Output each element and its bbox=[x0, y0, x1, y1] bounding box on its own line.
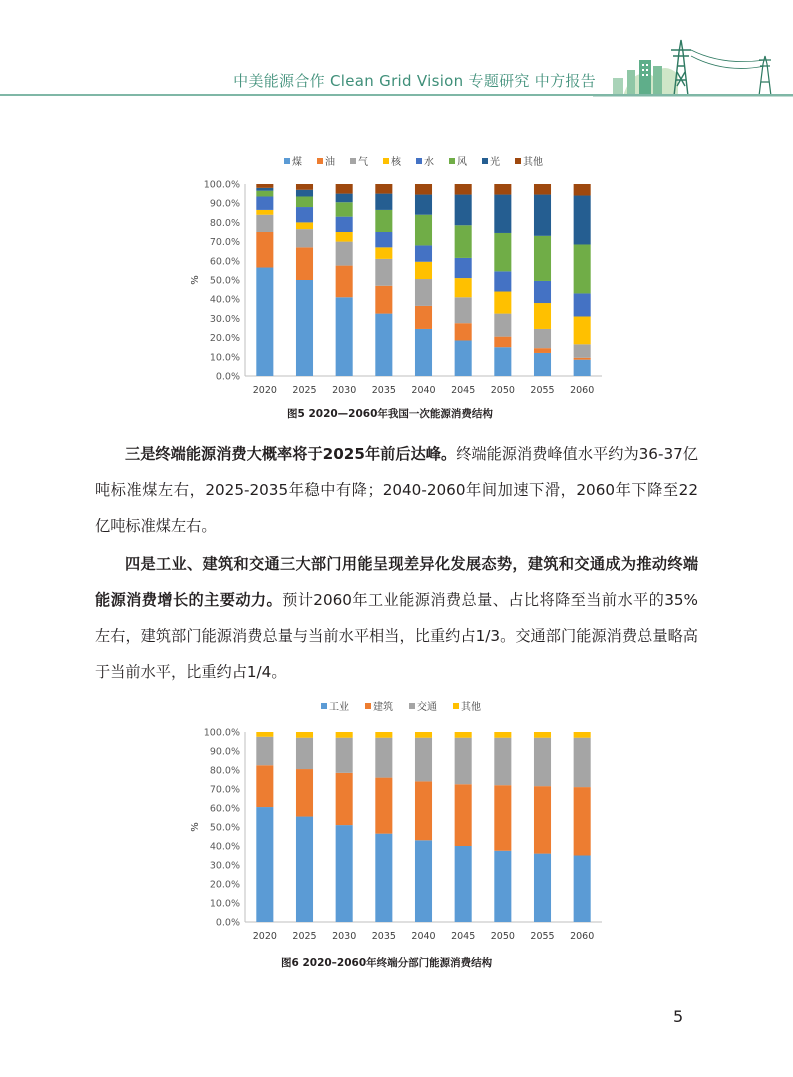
bar-segment bbox=[494, 785, 511, 851]
bar-segment bbox=[574, 344, 591, 357]
bar-segment bbox=[415, 184, 432, 195]
bar-segment bbox=[296, 247, 313, 280]
bar-segment bbox=[375, 314, 392, 376]
y-tick-label: 60.0% bbox=[209, 256, 240, 268]
bar-segment bbox=[534, 195, 551, 236]
bar-segment bbox=[336, 217, 353, 232]
bar-segment bbox=[494, 732, 511, 738]
paragraph-sectors-text: 预计2060年工业能源消费总量、占比将降至当前水平的35%左右，建筑部门能源消费总量与当前水平相当，比重约占1/3。交通部门能源消费总量略高于当前水平，比重约占1/4。 bbox=[95, 591, 698, 681]
bar-segment bbox=[336, 184, 353, 194]
bar-segment bbox=[574, 856, 591, 923]
bar-segment bbox=[534, 732, 551, 738]
bar-segment bbox=[336, 773, 353, 825]
legend-swatch bbox=[321, 703, 327, 709]
bar-segment bbox=[256, 807, 273, 922]
header-title: 中美能源合作 Clean Grid Vision 专题研究 中方报告 bbox=[233, 72, 596, 90]
bar-segment bbox=[494, 738, 511, 786]
bar-segment bbox=[415, 738, 432, 782]
y-tick-label: 30.0% bbox=[209, 860, 240, 872]
bar-segment bbox=[534, 353, 551, 376]
bar-segment bbox=[574, 316, 591, 344]
x-tick-label: 2020 bbox=[252, 385, 277, 396]
y-axis-label: % bbox=[190, 275, 201, 285]
legend-swatch bbox=[284, 158, 290, 164]
bar-segment bbox=[534, 738, 551, 786]
bar-segment bbox=[375, 232, 392, 247]
y-tick-label: 80.0% bbox=[209, 217, 240, 229]
legend-label: 核 bbox=[391, 157, 401, 168]
bar-segment bbox=[296, 184, 313, 190]
bar-segment bbox=[336, 202, 353, 216]
bar-segment bbox=[455, 738, 472, 785]
x-tick-label: 2040 bbox=[411, 385, 436, 396]
legend-label: 煤 bbox=[292, 157, 302, 168]
bar-segment bbox=[494, 184, 511, 195]
bar-segment bbox=[375, 286, 392, 314]
bar-segment bbox=[375, 210, 392, 232]
figure-caption: 图6 2020–2060年终端分部门能源消费结构 bbox=[281, 957, 493, 969]
y-tick-label: 50.0% bbox=[209, 822, 240, 834]
bar-segment bbox=[455, 195, 472, 226]
bar-segment bbox=[534, 786, 551, 853]
bar-segment bbox=[574, 358, 591, 360]
bar-segment bbox=[415, 195, 432, 215]
bar-segment bbox=[375, 259, 392, 286]
y-tick-label: 0.0% bbox=[215, 917, 240, 929]
bar-segment bbox=[494, 347, 511, 376]
bar-segment bbox=[534, 348, 551, 353]
legend-swatch bbox=[383, 158, 389, 164]
x-tick-label: 2035 bbox=[371, 931, 396, 942]
bar-segment bbox=[415, 781, 432, 840]
bar-segment bbox=[336, 732, 353, 738]
bar-segment bbox=[455, 278, 472, 297]
bar-segment bbox=[574, 360, 591, 376]
bar-segment bbox=[415, 279, 432, 306]
bar-segment bbox=[256, 765, 273, 807]
bar-segment bbox=[256, 737, 273, 766]
legend-swatch bbox=[515, 158, 521, 164]
bar-segment bbox=[494, 292, 511, 314]
bar-segment bbox=[296, 817, 313, 922]
page-number: 5 bbox=[673, 1007, 684, 1026]
bar-segment bbox=[574, 738, 591, 787]
bar-segment bbox=[574, 244, 591, 293]
figure-caption: 图5 2020—2060年我国一次能源消费结构 bbox=[287, 408, 493, 420]
bar-segment bbox=[256, 210, 273, 215]
x-tick-label: 2060 bbox=[570, 385, 595, 396]
bar-segment bbox=[534, 329, 551, 348]
y-tick-label: 20.0% bbox=[209, 333, 240, 345]
y-tick-label: 10.0% bbox=[209, 352, 240, 364]
bar-segment bbox=[375, 778, 392, 834]
bar-segment bbox=[494, 314, 511, 337]
legend-label: 风 bbox=[457, 157, 467, 168]
bar-segment bbox=[455, 297, 472, 323]
bar-segment bbox=[296, 222, 313, 229]
paragraph-peak-text: 终端能源消费峰值水平约为36-37亿吨标准煤左右，2025-2035年稳中有降；2040-2060年间加速下滑，2060年下降至22亿吨标准煤左右。 bbox=[95, 445, 698, 535]
bar-segment bbox=[296, 190, 313, 197]
y-tick-label: 60.0% bbox=[209, 803, 240, 815]
legend-label: 油 bbox=[325, 157, 335, 168]
bar-segment bbox=[455, 846, 472, 922]
bar-segment bbox=[455, 258, 472, 278]
y-tick-label: 90.0% bbox=[209, 746, 240, 758]
bar-segment bbox=[415, 840, 432, 922]
bar-segment bbox=[336, 738, 353, 773]
bar-segment bbox=[375, 738, 392, 778]
chart-svg bbox=[0, 146, 793, 426]
paragraph-peak-lead: 三是终端能源消费大概率将于2025年前后达峰。 bbox=[125, 445, 457, 463]
bar-segment bbox=[574, 787, 591, 855]
bar-segment bbox=[375, 247, 392, 259]
y-tick-label: 70.0% bbox=[209, 237, 240, 249]
bar-segment bbox=[296, 207, 313, 222]
primary-energy-chart bbox=[0, 146, 793, 426]
sector-consumption-chart bbox=[0, 692, 793, 974]
bar-segment bbox=[336, 242, 353, 266]
bar-segment bbox=[336, 297, 353, 376]
x-tick-label: 2020 bbox=[252, 931, 277, 942]
bar-segment bbox=[534, 184, 551, 195]
bar-segment bbox=[574, 184, 591, 196]
legend-label: 交通 bbox=[417, 702, 437, 713]
bar-segment bbox=[296, 229, 313, 247]
legend-swatch bbox=[350, 158, 356, 164]
bar-segment bbox=[415, 329, 432, 376]
y-tick-label: 90.0% bbox=[209, 198, 240, 210]
bar-segment bbox=[455, 225, 472, 258]
bar-segment bbox=[296, 280, 313, 376]
y-tick-label: 80.0% bbox=[209, 765, 240, 777]
bar-segment bbox=[296, 732, 313, 738]
bar-segment bbox=[455, 784, 472, 846]
bar-segment bbox=[415, 262, 432, 279]
y-tick-label: 100.0% bbox=[203, 179, 240, 191]
y-axis-label: % bbox=[190, 822, 201, 832]
bar-segment bbox=[256, 188, 273, 191]
bar-segment bbox=[256, 268, 273, 376]
legend-label: 工业 bbox=[329, 702, 349, 713]
x-tick-label: 2060 bbox=[570, 931, 595, 942]
bar-segment bbox=[375, 732, 392, 738]
x-tick-label: 2035 bbox=[371, 385, 396, 396]
bar-segment bbox=[415, 306, 432, 329]
bar-segment bbox=[534, 854, 551, 922]
legend-label: 水 bbox=[424, 157, 434, 168]
bar-segment bbox=[256, 191, 273, 197]
paragraph-sectors-lead: 四是工业、建筑和交通三大部门用能呈现差异化发展态势，建筑和交通成为推动终端能源消费增长的主要动力。 bbox=[95, 555, 698, 609]
y-tick-label: 30.0% bbox=[209, 313, 240, 325]
y-tick-label: 10.0% bbox=[209, 898, 240, 910]
legend-label: 气 bbox=[358, 157, 368, 168]
power-tower-skyline-icon bbox=[593, 36, 793, 98]
paragraph-sectors bbox=[95, 546, 698, 690]
y-tick-label: 50.0% bbox=[209, 275, 240, 287]
bar-segment bbox=[256, 196, 273, 209]
bar-segment bbox=[256, 232, 273, 268]
bar-segment bbox=[336, 232, 353, 242]
bar-segment bbox=[455, 732, 472, 738]
bar-segment bbox=[375, 184, 392, 194]
x-tick-label: 2030 bbox=[332, 385, 357, 396]
bar-segment bbox=[574, 196, 591, 245]
bar-segment bbox=[296, 196, 313, 207]
legend-label: 建筑 bbox=[373, 702, 393, 713]
y-tick-label: 40.0% bbox=[209, 841, 240, 853]
x-tick-label: 2025 bbox=[292, 385, 317, 396]
legend-swatch bbox=[449, 158, 455, 164]
header-rule bbox=[0, 94, 793, 96]
bar-segment bbox=[336, 266, 353, 298]
legend-label: 其他 bbox=[461, 702, 481, 713]
legend-swatch bbox=[453, 703, 459, 709]
bar-segment bbox=[574, 293, 591, 316]
bar-segment bbox=[494, 271, 511, 291]
bar-segment bbox=[415, 245, 432, 261]
x-tick-label: 2055 bbox=[530, 385, 555, 396]
x-tick-label: 2050 bbox=[490, 385, 515, 396]
bar-segment bbox=[494, 851, 511, 922]
bar-segment bbox=[455, 340, 472, 376]
bar-segment bbox=[455, 184, 472, 195]
y-tick-label: 70.0% bbox=[209, 784, 240, 796]
y-tick-label: 40.0% bbox=[209, 294, 240, 306]
x-tick-label: 2030 bbox=[332, 931, 357, 942]
bar-segment bbox=[494, 195, 511, 233]
bar-segment bbox=[256, 215, 273, 232]
bar-segment bbox=[494, 233, 511, 271]
x-tick-label: 2040 bbox=[411, 931, 436, 942]
page-header bbox=[0, 0, 793, 95]
paragraph-peak bbox=[95, 436, 698, 544]
y-tick-label: 20.0% bbox=[209, 879, 240, 891]
bar-segment bbox=[574, 732, 591, 738]
bar-segment bbox=[455, 323, 472, 340]
legend-swatch bbox=[416, 158, 422, 164]
x-tick-label: 2045 bbox=[451, 931, 476, 942]
y-tick-label: 0.0% bbox=[215, 371, 240, 383]
bar-segment bbox=[494, 337, 511, 348]
bar-segment bbox=[256, 184, 273, 188]
bar-segment bbox=[534, 303, 551, 329]
x-tick-label: 2050 bbox=[490, 931, 515, 942]
bar-segment bbox=[415, 215, 432, 246]
legend-label: 光 bbox=[490, 157, 500, 168]
bar-segment bbox=[296, 738, 313, 769]
x-tick-label: 2055 bbox=[530, 931, 555, 942]
legend-swatch bbox=[317, 158, 323, 164]
bar-segment bbox=[296, 769, 313, 817]
chart-svg bbox=[0, 692, 793, 974]
legend-label: 其他 bbox=[523, 157, 543, 168]
legend-swatch bbox=[409, 703, 415, 709]
x-tick-label: 2045 bbox=[451, 385, 476, 396]
y-tick-label: 100.0% bbox=[203, 727, 240, 739]
bar-segment bbox=[336, 825, 353, 922]
bar-segment bbox=[534, 236, 551, 281]
bar-segment bbox=[534, 281, 551, 303]
bar-segment bbox=[336, 194, 353, 203]
bar-segment bbox=[415, 732, 432, 738]
bar-segment bbox=[375, 194, 392, 210]
bar-segment bbox=[256, 732, 273, 737]
legend-swatch bbox=[365, 703, 371, 709]
legend-swatch bbox=[482, 158, 488, 164]
x-tick-label: 2025 bbox=[292, 931, 317, 942]
bar-segment bbox=[375, 834, 392, 922]
